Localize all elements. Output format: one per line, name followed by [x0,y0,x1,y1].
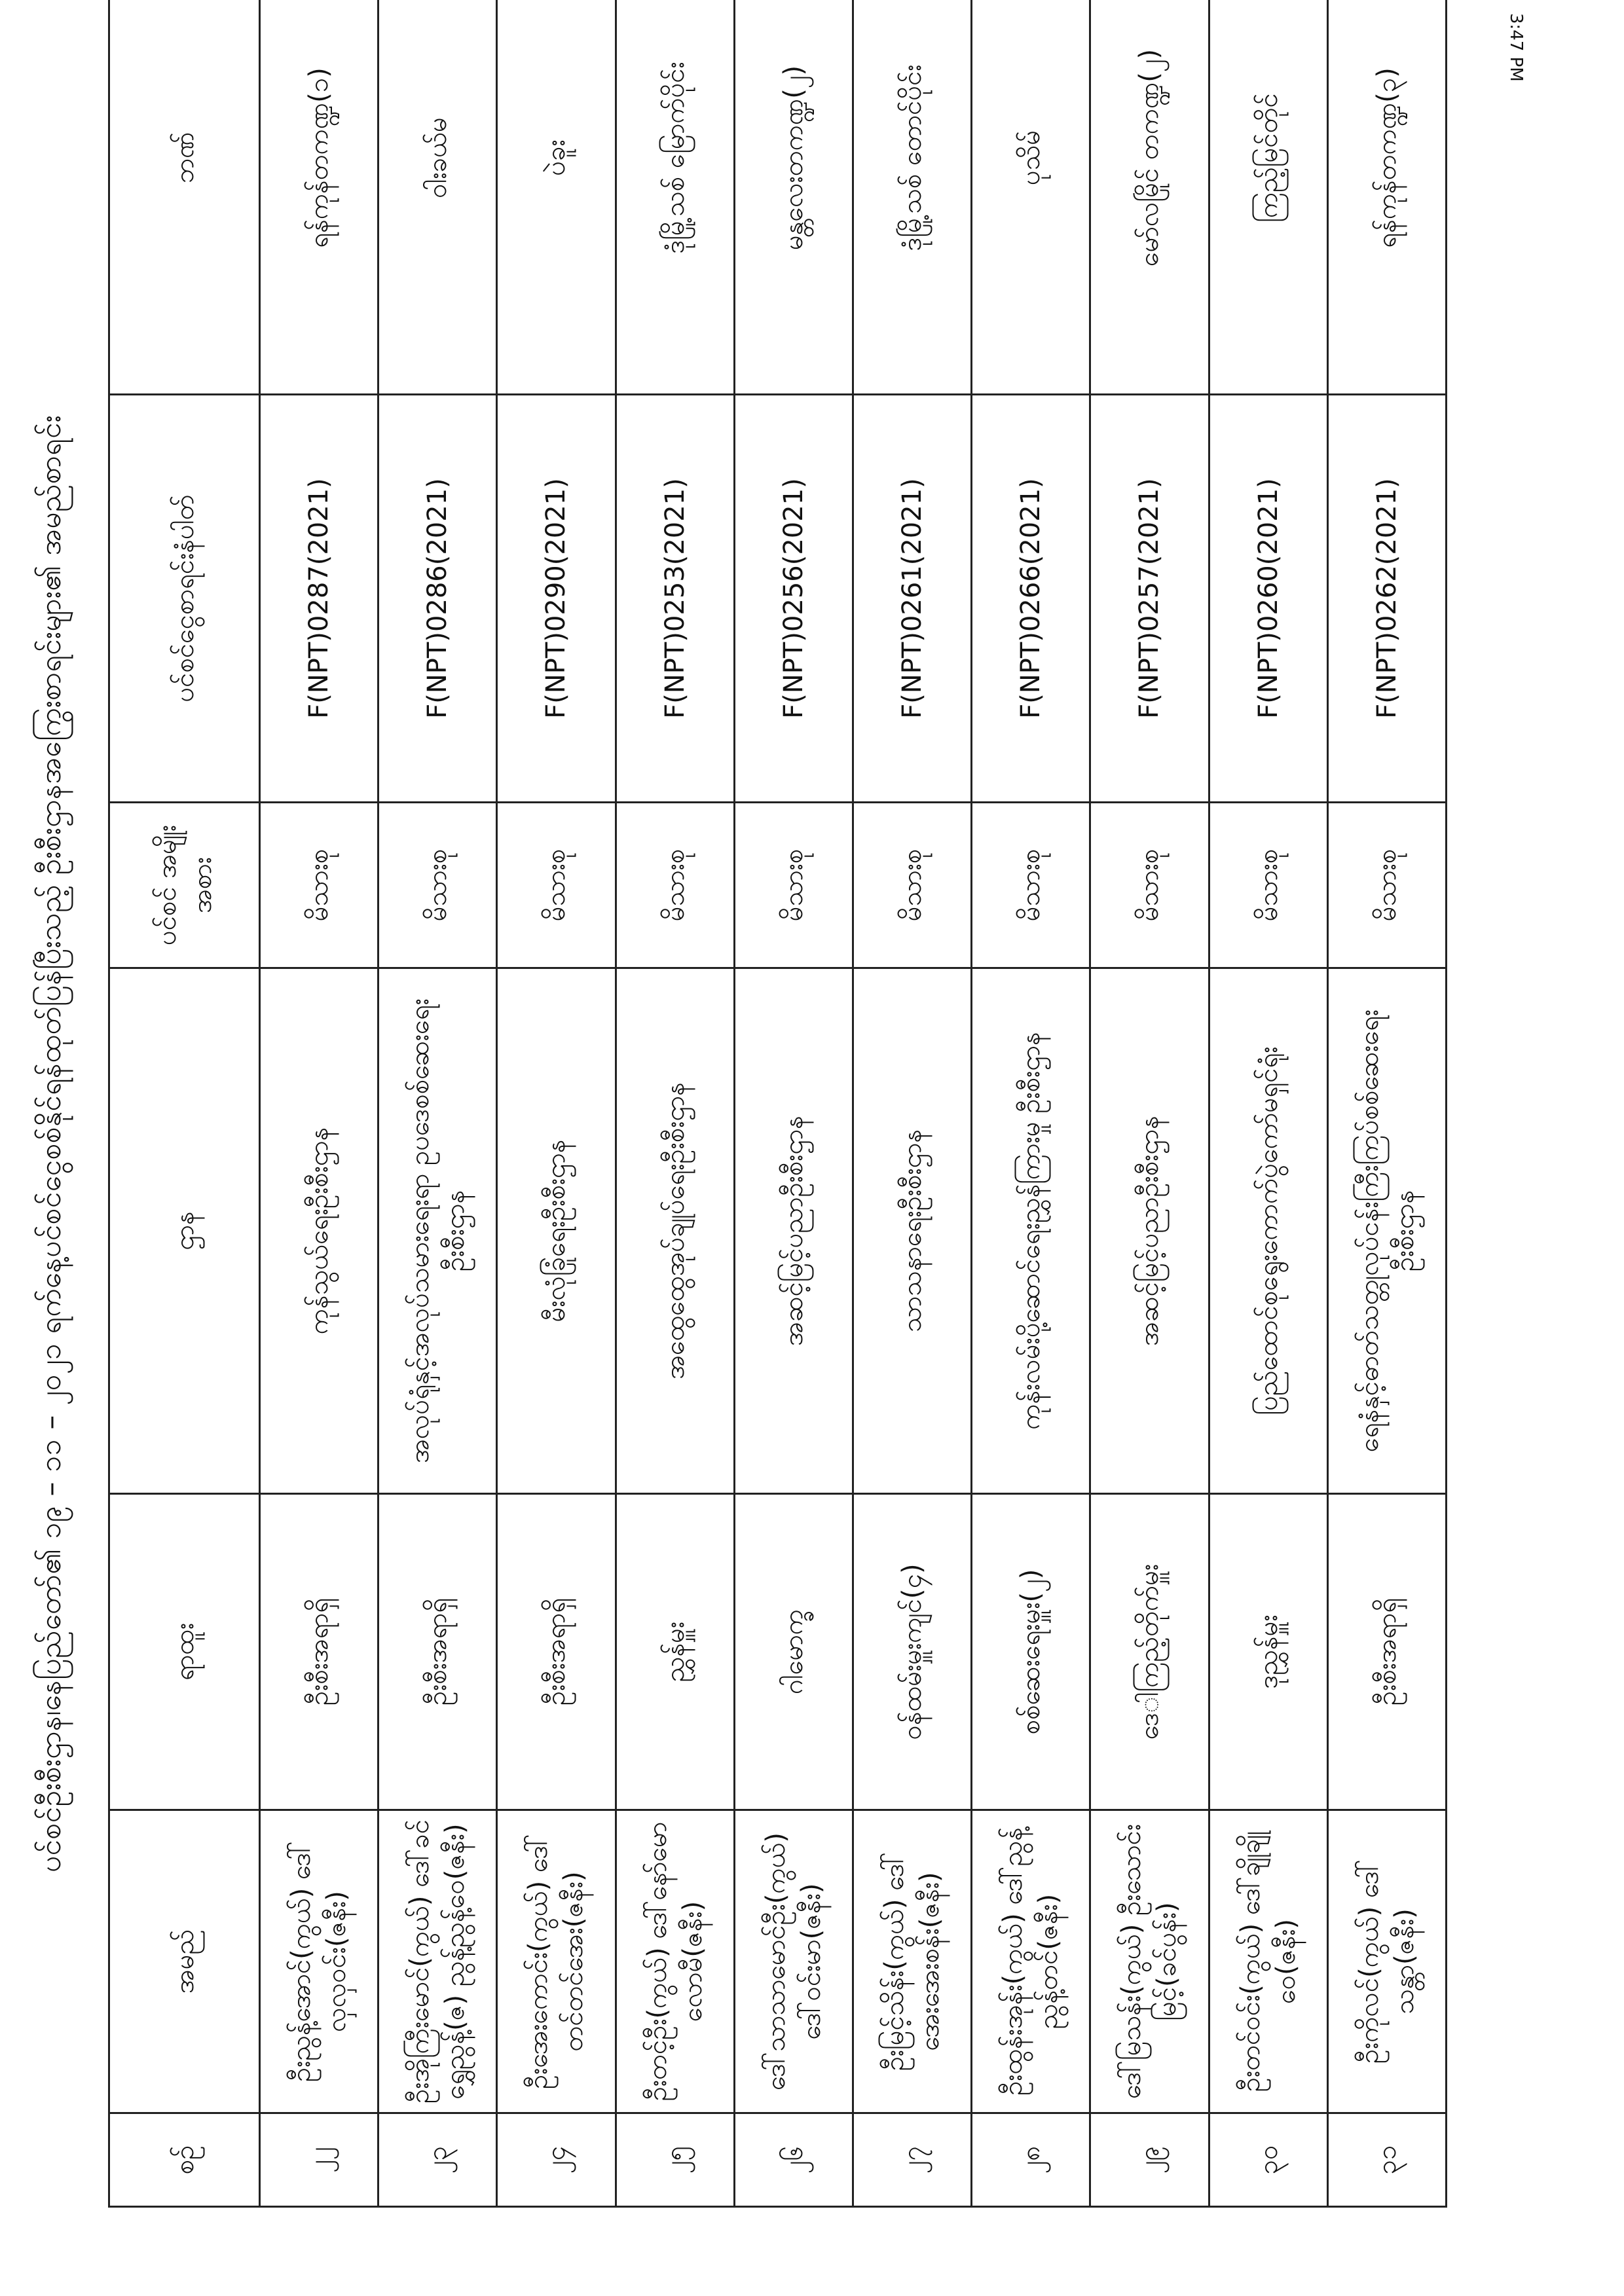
row-department: မီးလုံခြုံရေးဦးစီးဌာန [497,968,616,1494]
row-department: အဆင့်မြင့်ပညာဦးစီးဌာန [1090,968,1209,1494]
row-name: ဦးအိုကြီးမောင်(ကွယ်) ဒေါ်ခင်ရွှေညွန့်(ဇ) ညွန့်ညွန့်ဝေ(ဇနီး) [378,1810,497,2113]
row-department: အဆင့်မြင့်ပညာဦးစီးဌာန [734,968,853,1494]
table-row [734,0,853,2207]
row-place: ဒုံမြို့သစ် တောင်ပိုင်း [853,0,971,395]
row-place: ရန်ကုန်တကဏ္ဍ(၃) [1327,0,1446,395]
row-name: ဒေါ်မြသန်း(ကွယ်) ဦးသောင်းမြင့်(ခင်ပွန်း) [1090,1810,1209,2113]
row-pension-code: F(NPT)0260(2021) [1209,395,1327,803]
row-name: ဦးညွန့်အောင်(ကွယ်) ဒေါ်လှလှဝင်း(ဇနီး) [260,1810,378,2113]
row-name: ဒေါ်သာသာမောင်ဦး(ကွယ်) ဒေါ်ဝင်းမာ(ဇနီး) [734,1810,853,2113]
row-place: ပဲခူး [497,0,616,395]
row-name: ဦးတင်ဝင်း(ကွယ်) ဒေါ်ချိုချိုဝေ(ဇနီး) [1209,1810,1327,2113]
row-pension-type: မိသားစု [1090,803,1209,968]
row-department: အထွေထွေအုပ်ချုပ်ရေးဦးစီးဌာန [616,968,734,1494]
row-pension-type: မိသားစု [616,803,734,968]
row-num: ၂၇ [853,2113,971,2207]
table-row [853,0,971,2207]
row-position: ဝန်ထမ်းမှူးကျင်(၄) [853,1494,971,1810]
row-position: ဦးစီးအရာရှိ [260,1494,378,1810]
row-place: ပုသိမ် [972,0,1090,395]
table-row [378,0,497,2207]
table-row [1209,0,1327,2207]
row-num: ၂၂ [260,2113,378,2207]
row-pension-code: F(NPT)0253(2021) [616,395,734,803]
row-pension-code: F(NPT)0262(2021) [1327,395,1446,803]
row-pension-code: F(NPT)0286(2021) [378,395,497,803]
row-num: ၂၆ [734,2113,853,2207]
row-department: အလုပ်ရုံနှင့်အလုပ်သမားရေးရာ ဥပဒေစစ်ဆေးရေးဦးစီးဌာန [378,968,497,1494]
table-body [260,0,1447,2207]
row-name: ဦးထွန်းအုန်း(ကွယ်) ဒေါ်ညွန့်ညွန့်တင်(ဇနီး) [972,1810,1090,2113]
header-department: ဌာန [109,968,260,1494]
row-num: ၂၃ [378,2113,497,2207]
row-place: ဝါးခယ်မ [378,0,497,395]
row-pension-type: မိသားစု [378,803,497,968]
header-num: စဉ် [109,2113,260,2207]
row-department: ကုန်သွယ်ရေးဦးစီးဌာန [260,968,378,1494]
row-position: ဦးစီးအရာရှိ [1327,1494,1446,1810]
row-num: ၂၈ [972,2113,1090,2207]
row-num: ၂၄ [497,2113,616,2207]
row-place: မော်လမြိုင် တကဏ္ဍ(၂) [1090,0,1209,395]
row-num: ၃၁ [1327,2113,1446,2207]
row-pension-code: F(NPT)0290(2021) [497,395,616,803]
timestamp: 3:47 PM [1506,13,1526,82]
row-department: သာသနာရေးဦးစီးဌာန [853,968,971,1494]
row-pension-code: F(NPT)0256(2021) [734,395,853,803]
table-header-row [109,0,260,2207]
table-row [497,0,616,2207]
row-position: ညွှန်မှူး [616,1494,734,1810]
row-place: ကြည့်မြင်တိုင် [1209,0,1327,395]
header-position: ရာထူး [109,1494,260,1810]
row-name: ဦးကိုလင်(ကွယ်) ဒေါ်သန္တာ(ဇနီး) [1327,1810,1446,2113]
header-place: ဘဏ် [109,0,260,395]
row-pension-code: F(NPT)0261(2021) [853,395,971,803]
header-pension-code: ပင်စင်ငွေစာရင်းနံပါတ် [109,395,260,803]
row-position: ဒုညွှန်မှူး [1209,1494,1327,1810]
row-position: စစ်ဆေးရေးမှူး(၂) [972,1494,1090,1810]
row-pension-type: မိသားစု [260,803,378,968]
row-pension-code: F(NPT)0257(2021) [1090,395,1209,803]
row-department: ပြည်ထောင်စုရွေးကောက်ပွဲကော်မရှင်ရုံး [1209,968,1327,1494]
pension-table [108,0,1447,2208]
row-pension-type: မိသားစု [1327,803,1446,968]
row-position: ဒေ‌ါကြည့်တိုက်မှူး [1090,1494,1209,1810]
row-department: ကုန်းလမ်းပို့ဆောင်ရေးညွှန်ကြားမှု ဦးစီးဌာန [972,968,1090,1494]
row-pension-type: မိသားစု [734,803,853,968]
row-pension-type: မိသားစု [497,803,616,968]
row-num: ၃၀ [1209,2113,1327,2207]
header-name: အမည် [109,1810,260,2113]
table-row [616,0,734,2207]
table-row [1327,0,1446,2207]
row-num: ၂၉ [1090,2113,1209,2207]
table-row [1090,0,1209,2207]
row-pension-type: မိသားစု [853,803,971,968]
row-pension-type: မိသားစု [972,803,1090,968]
header-pension-type: ပင်စင် အမျိုးအစား [109,803,260,968]
row-place: ရန်ကုန်တကဏ္ဍ(၁) [260,0,378,395]
row-pension-type: မိသားစု [1209,803,1327,968]
table-row [260,0,378,2207]
row-department: ရေနံနှင့်ဓာတ်သတ္တုလုပ်ငန်းကြီးကြပ်စစ်ဆေးရေး ဦးစီးဌာန [1327,968,1446,1494]
row-place: ဒုံမြို့သစ် မြောက်ပိုင်း [616,0,734,395]
table-row [972,0,1090,2207]
row-pension-code: F(NPT)0266(2021) [972,395,1090,803]
row-name: ဦးမြင့်သိန်း(ကွယ်) ဒေါ်အေးအေးစန်း(ဇနီး) [853,1810,971,2113]
row-position: ဂါမောက္ခ [734,1494,853,1810]
row-num: ၂၅ [616,2113,734,2207]
row-name: ဦးအေးကောင်း(ကွယ်) ဒေါ်တင်တင်အေး(ဇနီး) [497,1810,616,2113]
row-pension-code: F(NPT)0287(2021) [260,395,378,803]
row-position: ဦးစီးအရာရှိ [378,1494,497,1810]
row-position: ဦးစီးအရာရှိ [497,1494,616,1810]
row-place: မန္တလေးတကဏ္ဍ(၂) [734,0,853,395]
row-name: ဦးတင့်ဦး(ကွယ်) ဒေါ်နော်မောလောမီ(ဇနီး) [616,1810,734,2113]
page-title: ပင်စင်ဦးစီးဌာန၊နေပြည်တော်၏ ၁၉ – ၁၁ – ၂၀၂၁ ရက်နေ့ပင်စင်ငွေစစ်နိုင်ရန်ထုတ်ပြန်ပြီးသည့် ဦးစီးဌာနအကြွေးစာရင်းများ၏ အမည်စာရင်း [34,414,67,1873]
